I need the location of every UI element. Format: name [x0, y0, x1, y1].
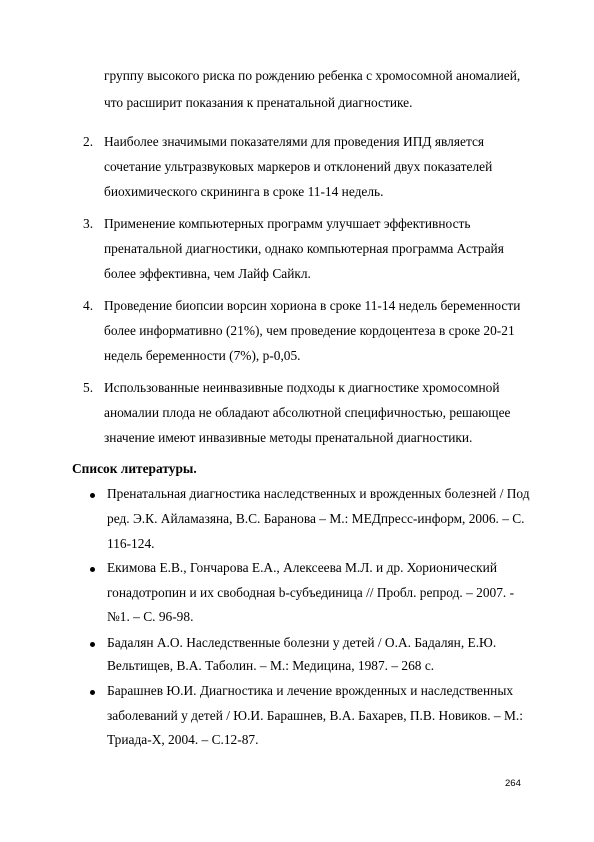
reference-line: Екимова Е.В., Гончарова Е.А., Алексеева М.Л. и др. Хорионический — [107, 560, 497, 575]
reference-line: Бадалян А.О. Наследственные болезни у детей / О.А. Бадалян, Е.Ю. — [107, 635, 497, 650]
list-item-line: значение имеют инвазивные методы пренатальной диагностики. — [104, 430, 473, 445]
list-item-number: 2. — [83, 134, 94, 149]
list-item-number: 4. — [83, 298, 94, 313]
list-item-line: Наиболее значимыми показателями для проведения ИПД является — [104, 134, 485, 149]
reference-line: 116-124. — [107, 536, 155, 551]
list-item-line: аномалии плода не обладают абсолютной специфичностью, решающее — [104, 405, 511, 420]
list-item-number: 3. — [83, 216, 94, 231]
reference-line: гонадотропин и их свободная b-субъединица // Пробл. репрод. – 2007. - — [107, 585, 515, 600]
continuation-line: группу высокого риска по рождению ребенка с хромосомной аномалией, — [104, 68, 521, 83]
reference-line: Пренатальная диагностика наследственных и врожденных болезней / Под — [107, 486, 530, 501]
reference-line: Триада-Х, 2004. – С.12-87. — [107, 732, 259, 747]
reference-line: ред. Э.К. Айламазяна, В.С. Баранова – М.: МЕДпресс-информ, 2006. – С. — [107, 511, 525, 526]
bullet-icon — [90, 690, 95, 695]
page-number: 264 — [505, 778, 521, 789]
list-item-number: 5. — [83, 380, 94, 395]
references-heading: Список литературы. — [72, 461, 197, 476]
bullet-icon — [90, 642, 95, 647]
list-item-line: недель беременности (7%), р-0,05. — [104, 348, 301, 363]
reference-line: заболеваний у детей / Ю.И. Барашнев, В.А. Бахарев, П.В. Новиков. – М.: — [107, 708, 523, 723]
bullet-icon — [90, 567, 95, 572]
list-item-line: более информативно (21%), чем проведение кордоцентеза в сроке 20-21 — [104, 323, 515, 338]
reference-line: №1. – С. 96-98. — [107, 609, 194, 624]
list-item-line: Использованные неинвазивные подходы к диагностике хромосомной — [104, 380, 500, 395]
list-item-line: более эффективна, чем Лайф Сайкл. — [104, 266, 311, 281]
reference-line: Барашнев Ю.И. Диагностика и лечение врожденных и наследственных — [107, 683, 514, 698]
list-item-line: биохимического скрининга в сроке 11-14 недель. — [104, 184, 384, 199]
list-item-line: пренатальной диагностики, однако компьютерная программа Астрайя — [104, 241, 504, 256]
list-item-line: Применение компьютерных программ улучшает эффективность — [104, 216, 471, 231]
continuation-line: что расширит показания к пренатальной диагностике. — [104, 95, 413, 110]
list-item-line: сочетание ультразвуковых маркеров и отклонений двух показателей — [104, 159, 493, 174]
reference-line: Вельтищев, В.А. Таболин. – М.: Медицина, 1987. – 268 с. — [107, 658, 435, 673]
bullet-icon — [90, 493, 95, 498]
list-item-line: Проведение биопсии ворсин хориона в сроке 11-14 недель беременности — [104, 298, 521, 313]
